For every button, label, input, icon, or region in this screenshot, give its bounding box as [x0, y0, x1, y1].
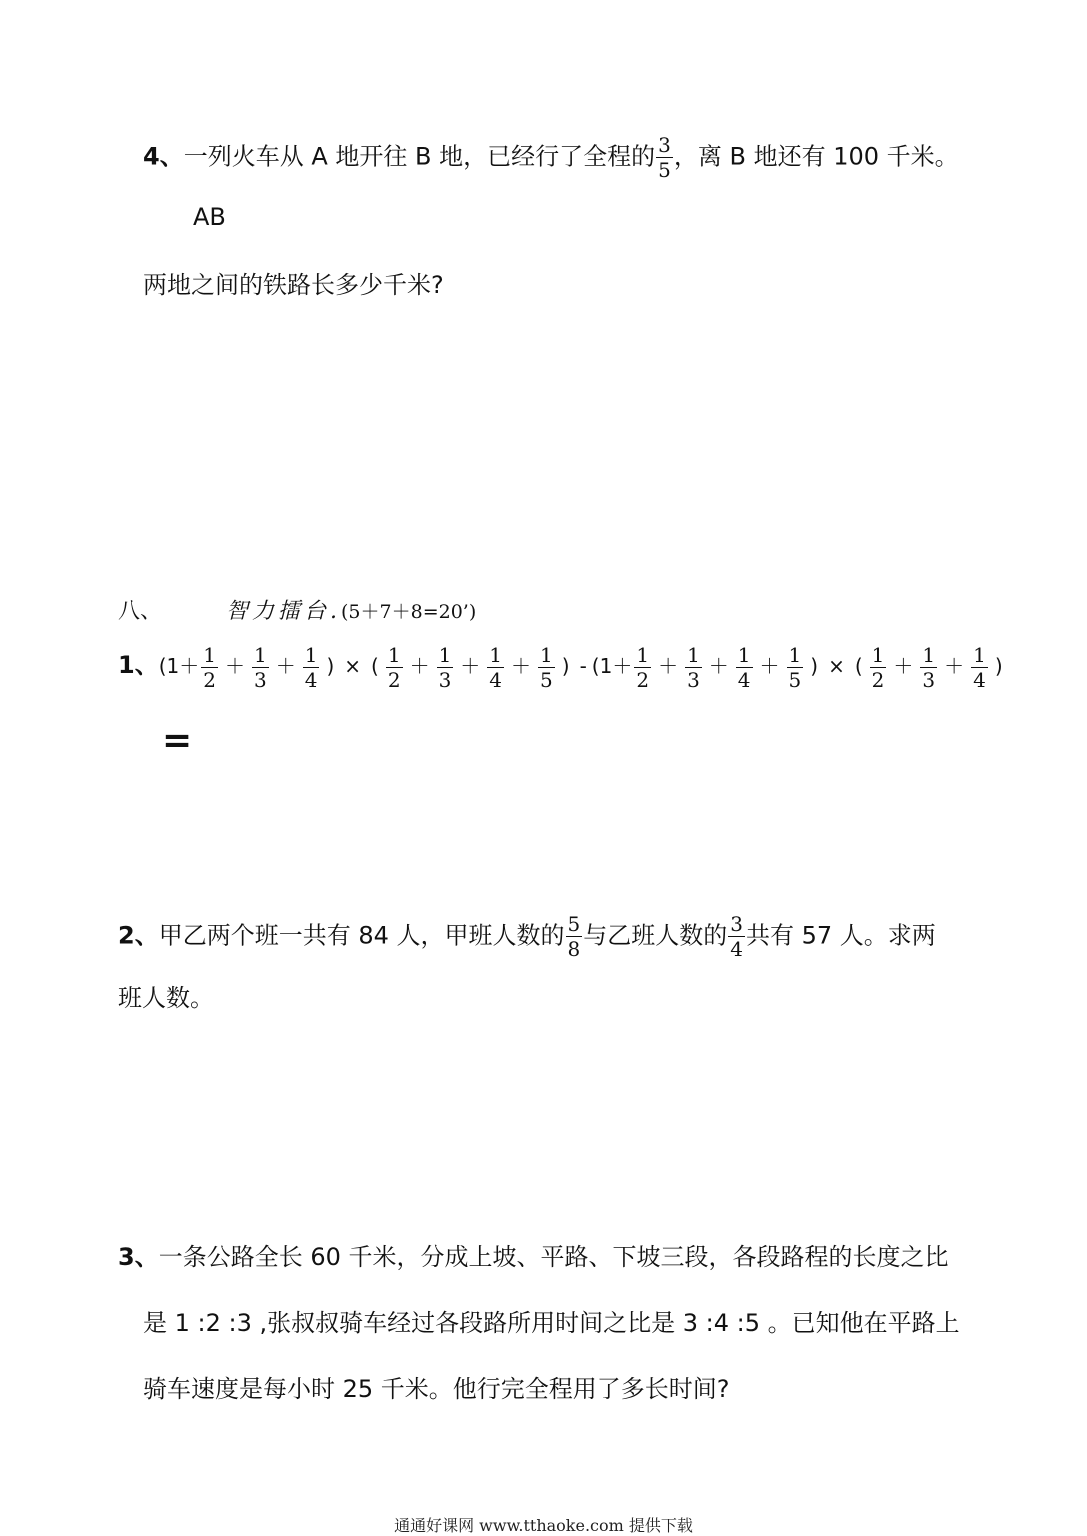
p2-text-a: 甲乙两个班一共有 84 人，甲班人数的: [158, 921, 565, 950]
p3-line3: 骑车速度是每小时 25 千米。他行完全程用了多长时间?: [143, 1375, 730, 1403]
p3-line1: [118, 1242, 949, 1272]
p1-frac-d2: $\frac{1}{3}$: [922, 643, 936, 692]
p1-frac-b1: $\frac{1}{2}$: [387, 643, 401, 692]
q4-sep: 、: [159, 142, 184, 171]
p1-plus: ＋: [708, 654, 729, 678]
q4-fraction-den: 5: [658, 158, 671, 182]
q4-ab: AB: [193, 203, 226, 231]
p1-frac-a2: $\frac{1}{3}$: [253, 643, 267, 692]
p3-number: 3: [118, 1243, 135, 1271]
p1-frac-b2: $\frac{1}{3}$: [438, 643, 452, 692]
p1-frac-c1: $\frac{1}{2}$: [636, 643, 650, 692]
section8-score: (5＋7＋8=20’): [341, 601, 477, 623]
p3-sep: 、: [134, 1243, 159, 1271]
p2-text-c: 共有 57 人。求两: [745, 921, 936, 950]
p2-line2: 班人数。: [118, 984, 214, 1012]
p1-close: ): [561, 654, 570, 678]
p1-open-1: (1＋: [158, 654, 200, 678]
p1-open-2: (: [371, 654, 379, 678]
q4-text-a: 一列火车从 A 地开往 B 地，已经行了全程的: [183, 142, 656, 171]
p1-close: ): [994, 654, 1003, 678]
p1-close: ): [810, 654, 819, 678]
p1-minus: -: [579, 654, 587, 678]
p1-equation: [118, 644, 1008, 691]
q4-number: 4: [143, 142, 160, 171]
p1-frac-b3: $\frac{1}{4}$: [489, 643, 503, 692]
p2-sep: 、: [134, 921, 159, 950]
p1-frac-c4: $\frac{1}{5}$: [788, 643, 802, 692]
p2-line1: [118, 913, 936, 960]
p1-frac-d1: $\frac{1}{2}$: [871, 643, 885, 692]
p1-frac-c3: $\frac{1}{4}$: [737, 643, 751, 692]
p1-equals: =: [162, 720, 193, 761]
p1-times: ×: [344, 654, 362, 678]
q4-line1: [143, 134, 959, 181]
p2-fraction-2: $\frac{3}{4}$: [730, 912, 743, 961]
p1-plus: ＋: [460, 654, 481, 678]
p1-close: ): [326, 654, 335, 678]
p1-frac-a3: $\frac{1}{4}$: [304, 643, 318, 692]
q4-text-b: ，离 B 地还有 100 千米。: [673, 142, 959, 171]
p2-number: 2: [118, 921, 135, 950]
q4-fraction-num: 3: [658, 133, 671, 157]
p3-line1-text: 一条公路全长 60 千米，分成上坡、平路、下坡三段，各段路程的长度之比: [158, 1243, 949, 1271]
p1-plus: ＋: [893, 654, 914, 678]
p1-frac-b4: $\frac{1}{5}$: [540, 643, 553, 692]
section8-label: 八、: [118, 599, 163, 624]
p1-plus: ＋: [224, 654, 245, 678]
p1-frac-d3: $\frac{1}{4}$: [973, 643, 986, 692]
p1-frac-c2: $\frac{1}{3}$: [687, 643, 700, 692]
p1-plus: ＋: [409, 654, 430, 678]
p1-open-4: (: [854, 654, 863, 678]
section8-header: [118, 594, 476, 625]
p1-plus: ＋: [944, 654, 965, 678]
p2-fraction-1: $\frac{5}{8}$: [567, 912, 581, 961]
footer-text: 通通好课网 www.tthaoke.com 提供下载: [394, 1516, 693, 1535]
p1-plus: ＋: [759, 654, 780, 678]
p1-plus: ＋: [511, 654, 532, 678]
p2-text-b: 与乙班人数的: [583, 921, 728, 950]
p1-times: ×: [828, 654, 845, 678]
p1-plus: ＋: [658, 654, 679, 678]
p3-line2: 是 1 :2 :3 ,张叔叔骑车经过各段路所用时间之比是 3 :4 :5 。已知他在平路上: [143, 1309, 960, 1337]
p1-number: 1: [118, 651, 135, 679]
q4-line2: 两地之间的铁路长多少千米?: [143, 271, 444, 299]
p1-sep: 、: [134, 651, 159, 679]
p1-open-3: (1＋: [591, 654, 633, 678]
p1-frac-a1: $\frac{1}{2}$: [203, 643, 216, 692]
p1-plus: ＋: [275, 654, 296, 678]
q4-fraction: [656, 134, 673, 181]
section8-title: 智力擂台.: [226, 599, 342, 624]
